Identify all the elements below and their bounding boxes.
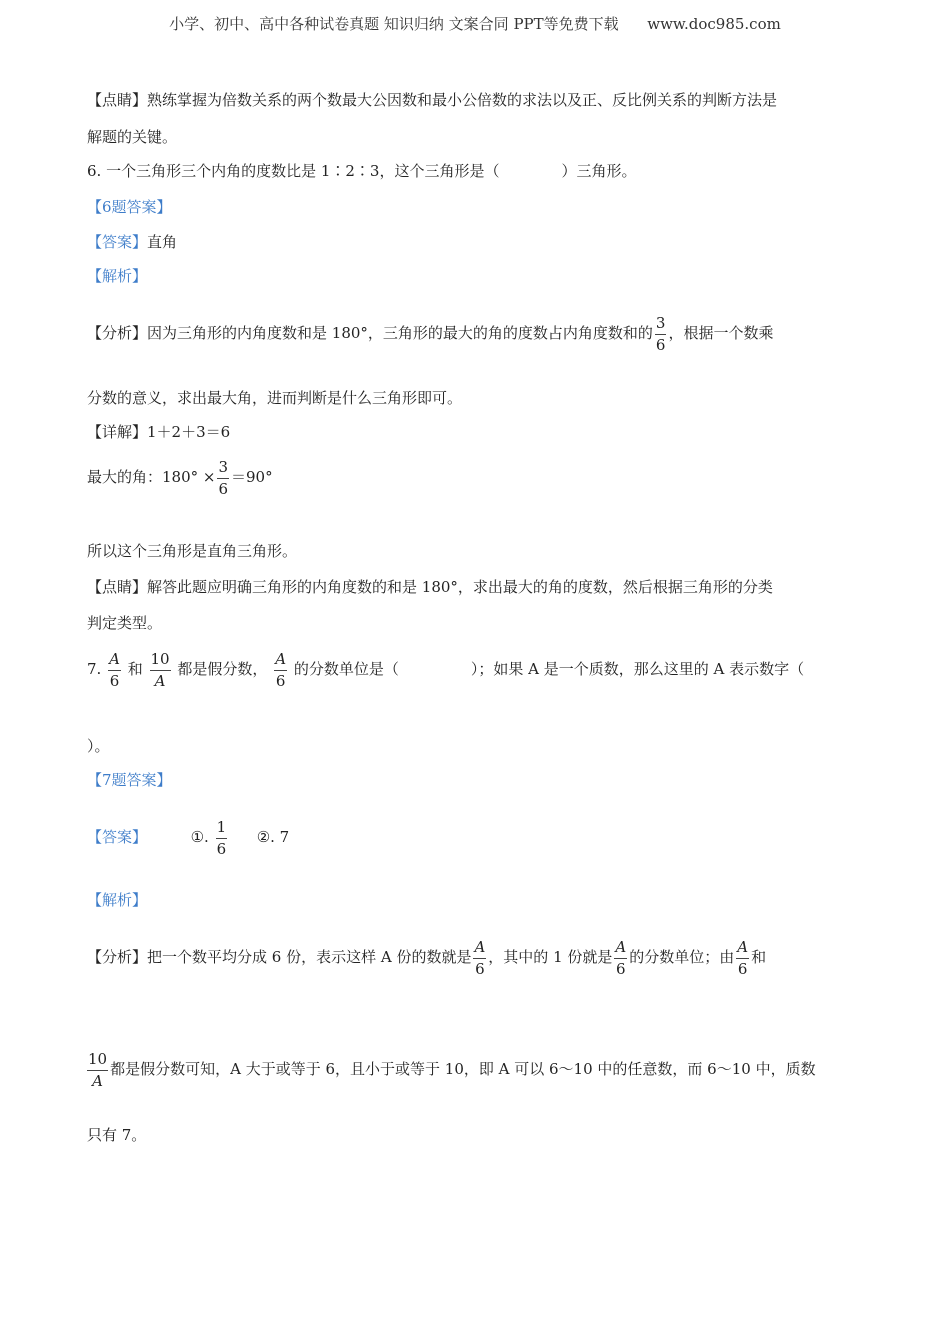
q7-analysis-text-b: ，其中的 1 份就是 <box>488 948 613 966</box>
q6-question <box>87 161 637 181</box>
q6-detail-line2 <box>87 456 273 498</box>
q6-analysis-text-a: 【分析】因为三角形的内角度数和是 180°，三角形的最大的角的度数占内角度数和的 <box>87 324 653 342</box>
q7-analysis-frac-1 <box>473 937 486 978</box>
q6-answer-tag: 【6题答案】 <box>87 198 172 216</box>
q7-question-line2: ）。 <box>87 737 110 755</box>
q6-detail-text-b: ＝90° <box>231 468 273 486</box>
q7-af1-num: A <box>473 940 486 959</box>
q7-and: 和 <box>127 660 143 678</box>
q7-analysis-frac-10-a <box>87 1049 108 1090</box>
q7-af3-den: 6 <box>737 959 748 978</box>
q6-tip-line1: 【点睛】解答此题应明确三角形的内角度数的和是 180°，求出最大的角的度数，然后根据三角形的分类 <box>87 578 773 596</box>
q7-fb-num: 10 <box>150 652 171 671</box>
q6-frac-num: 3 <box>655 316 667 335</box>
q7-fa-den: 6 <box>109 671 120 690</box>
q7-text-c: ）；如果 A 是一个质数，那么这里的 A 表示数字（ <box>470 660 805 678</box>
q7-analysis-line3: 只有 7。 <box>87 1126 147 1144</box>
q6-answer <box>87 232 177 252</box>
q7-fa2-den: 6 <box>275 671 286 690</box>
q7-answer <box>87 816 289 858</box>
q6-detail-line3: 所以这个三角形是直角三角形。 <box>87 542 298 560</box>
q7-answer-1-prefix: ①. <box>190 828 209 846</box>
q6-jiexi: 【解析】 <box>87 267 148 285</box>
q6-analysis-text-b: ，根据一个数乘 <box>668 324 774 342</box>
q7-text-b: 的分数单位是（ <box>293 660 399 678</box>
q7-question <box>87 648 804 690</box>
q6-tip-line2: 判定类型。 <box>87 614 163 632</box>
q7-analysis-text-c: 的分数单位；由 <box>629 948 735 966</box>
q7-fb-den: A <box>154 671 166 690</box>
q7-analysis <box>87 936 766 978</box>
q6-frac-den: 6 <box>655 335 666 354</box>
q6-analysis <box>87 312 773 354</box>
q7-analysis-frac-3 <box>736 937 749 978</box>
q7-af2-den: 6 <box>616 959 626 978</box>
q6-question-text-a: 6. 一个三角形三个内角的度数比是 1∶2∶3，这个三角形是（ <box>87 162 500 180</box>
q6-detail-frac-den: 6 <box>218 479 229 498</box>
q7-analysis-text-a: 【分析】把一个数平均分成 6 份，表示这样 A 份的数就是 <box>87 948 472 966</box>
q7-ans1-den: 6 <box>216 839 227 858</box>
tip-line-2: 解题的关键。 <box>87 128 178 146</box>
q7-ans1-num: 1 <box>216 820 228 839</box>
tip-line-1: 【点睛】熟练掌握为倍数关系的两个数最大公因数和最小公倍数的求法以及正、反比例关系的判断方法是 <box>87 91 778 109</box>
q7-af4-den: A <box>92 1071 103 1090</box>
q7-answer-tag: 【7题答案】 <box>87 771 172 789</box>
q6-fraction-3-6 <box>655 313 667 354</box>
q7-analysis-text-d: 和 <box>751 948 767 966</box>
q6-detail-text-a: 最大的角：180° × <box>87 468 216 486</box>
q7-answer-fraction <box>216 817 228 858</box>
q7-af2-num: A <box>614 940 627 959</box>
q7-af3-num: A <box>736 940 749 959</box>
q7-answer-2: ②. 7 <box>256 828 290 846</box>
q7-text-a: 都是假分数， <box>177 660 268 678</box>
q6-analysis-line2: 分数的意义，求出最大角，进而判断是什么三角形即可。 <box>87 389 463 407</box>
q7-fa2-num: A <box>274 652 287 671</box>
q6-detail-fraction <box>217 457 229 498</box>
q7-fraction-10-a <box>150 649 171 690</box>
q6-question-text-b: ）三角形。 <box>561 162 637 180</box>
q7-fraction-a-6 <box>108 649 121 690</box>
q6-detail-line1: 【详解】1＋2＋3＝6 <box>87 423 231 441</box>
q7-fraction-a-6-second <box>274 649 287 690</box>
q7-fa-num: A <box>108 652 121 671</box>
page-header: 小学、初中、高中各种试卷真题 知识归纳 文案合同 PPT等免费下载 www.doc985.com <box>169 15 781 33</box>
q7-number: 7. <box>87 660 102 678</box>
q7-analysis-frac-2 <box>614 937 627 978</box>
q7-af4-num: 10 <box>87 1052 108 1071</box>
q7-jiexi: 【解析】 <box>87 891 148 909</box>
q6-answer-value: 直角 <box>147 233 178 251</box>
q6-answer-label: 【答案】 <box>87 233 148 251</box>
q6-detail-frac-num: 3 <box>217 460 229 479</box>
q7-analysis-line2 <box>87 1048 816 1090</box>
q7-analysis-text-2: 都是假分数可知，A 大于或等于 6，且小于或等于 10，即 A 可以 6～10 中的任意数，而 6～10 中，质数 <box>110 1060 816 1078</box>
q7-af1-den: 6 <box>475 959 485 978</box>
q7-answer-label: 【答案】 <box>87 828 148 846</box>
